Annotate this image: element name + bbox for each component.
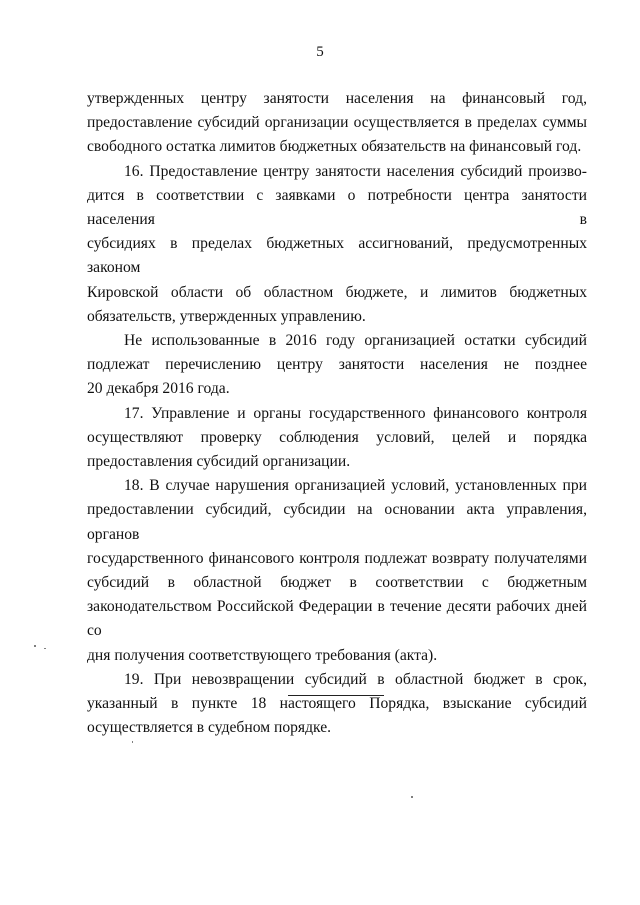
scan-speck xyxy=(44,648,46,649)
text-line: Не использованные в 2016 году организацией остатки субсидий xyxy=(124,332,587,350)
text-line: 16. Предоставление центру занятости населения субсидий произво- xyxy=(124,162,587,180)
page-number: 5 xyxy=(316,44,324,60)
text-line: утвержденных центру занятости населения на финансовый год, xyxy=(87,90,587,107)
text-line: обязательств, утвержденных управлению. xyxy=(87,307,366,325)
text-line: субсидиях в пределах бюджетных ассигнований, предусмотренных законом xyxy=(87,235,587,277)
scan-speck xyxy=(411,796,413,798)
end-of-document-rule xyxy=(288,695,384,696)
paragraph-continuation xyxy=(87,87,587,160)
paragraph-17 xyxy=(87,402,587,475)
text-line: субсидий в областной бюджет в соответствии с бюджетным xyxy=(87,574,587,592)
paragraph-18 xyxy=(87,474,587,668)
text-line: 20 декабря 2016 года. xyxy=(87,380,230,398)
scan-speck xyxy=(132,741,133,743)
paragraph-16-remainder xyxy=(87,329,587,402)
paragraph-16 xyxy=(87,160,587,329)
text-line: законодательством Российской Федерации в течение десяти рабочих дней со xyxy=(87,598,587,640)
paragraph-19 xyxy=(87,668,587,741)
text-line: 17. Управление и органы государственного финансового контроля xyxy=(124,404,587,422)
text-line: свободного остатка лимитов бюджетных обязательств на финансовый год. xyxy=(87,138,582,156)
text-line: предоставлении субсидий, субсидии на основании акта управления, органов xyxy=(87,501,587,543)
text-line: указанный в пункте 18 настоящего Порядка, взыскание субсидий xyxy=(87,695,587,713)
text-line: дится в соответствии с заявками о потребности центра занятости населения в xyxy=(87,186,587,229)
text-line: осуществляется в судебном порядке. xyxy=(87,719,332,737)
text-line: 18. В случае нарушения организацией условий, установленных при xyxy=(124,477,587,495)
text-line: подлежат перечислению центру занятости населения не позднее xyxy=(87,356,587,374)
text-line: 19. При невозвращении субсидий в областной бюджет в срок, xyxy=(124,670,587,688)
text-line: государственного финансового контроля подлежат возврату получателями xyxy=(87,549,587,567)
text-line: предоставления субсидий организации. xyxy=(87,453,351,471)
text-line: предоставление субсидий организации осуществляется в пределах суммы xyxy=(87,114,587,132)
text-line: дня получения соответствующего требования (акта). xyxy=(87,646,438,664)
scan-speck xyxy=(34,645,36,647)
text-line: осуществляют проверку соблюдения условий, целей и порядка xyxy=(87,428,587,446)
document-body xyxy=(87,87,587,740)
text-line: Кировской области об областном бюджете, и лимитов бюджетных xyxy=(87,283,587,301)
